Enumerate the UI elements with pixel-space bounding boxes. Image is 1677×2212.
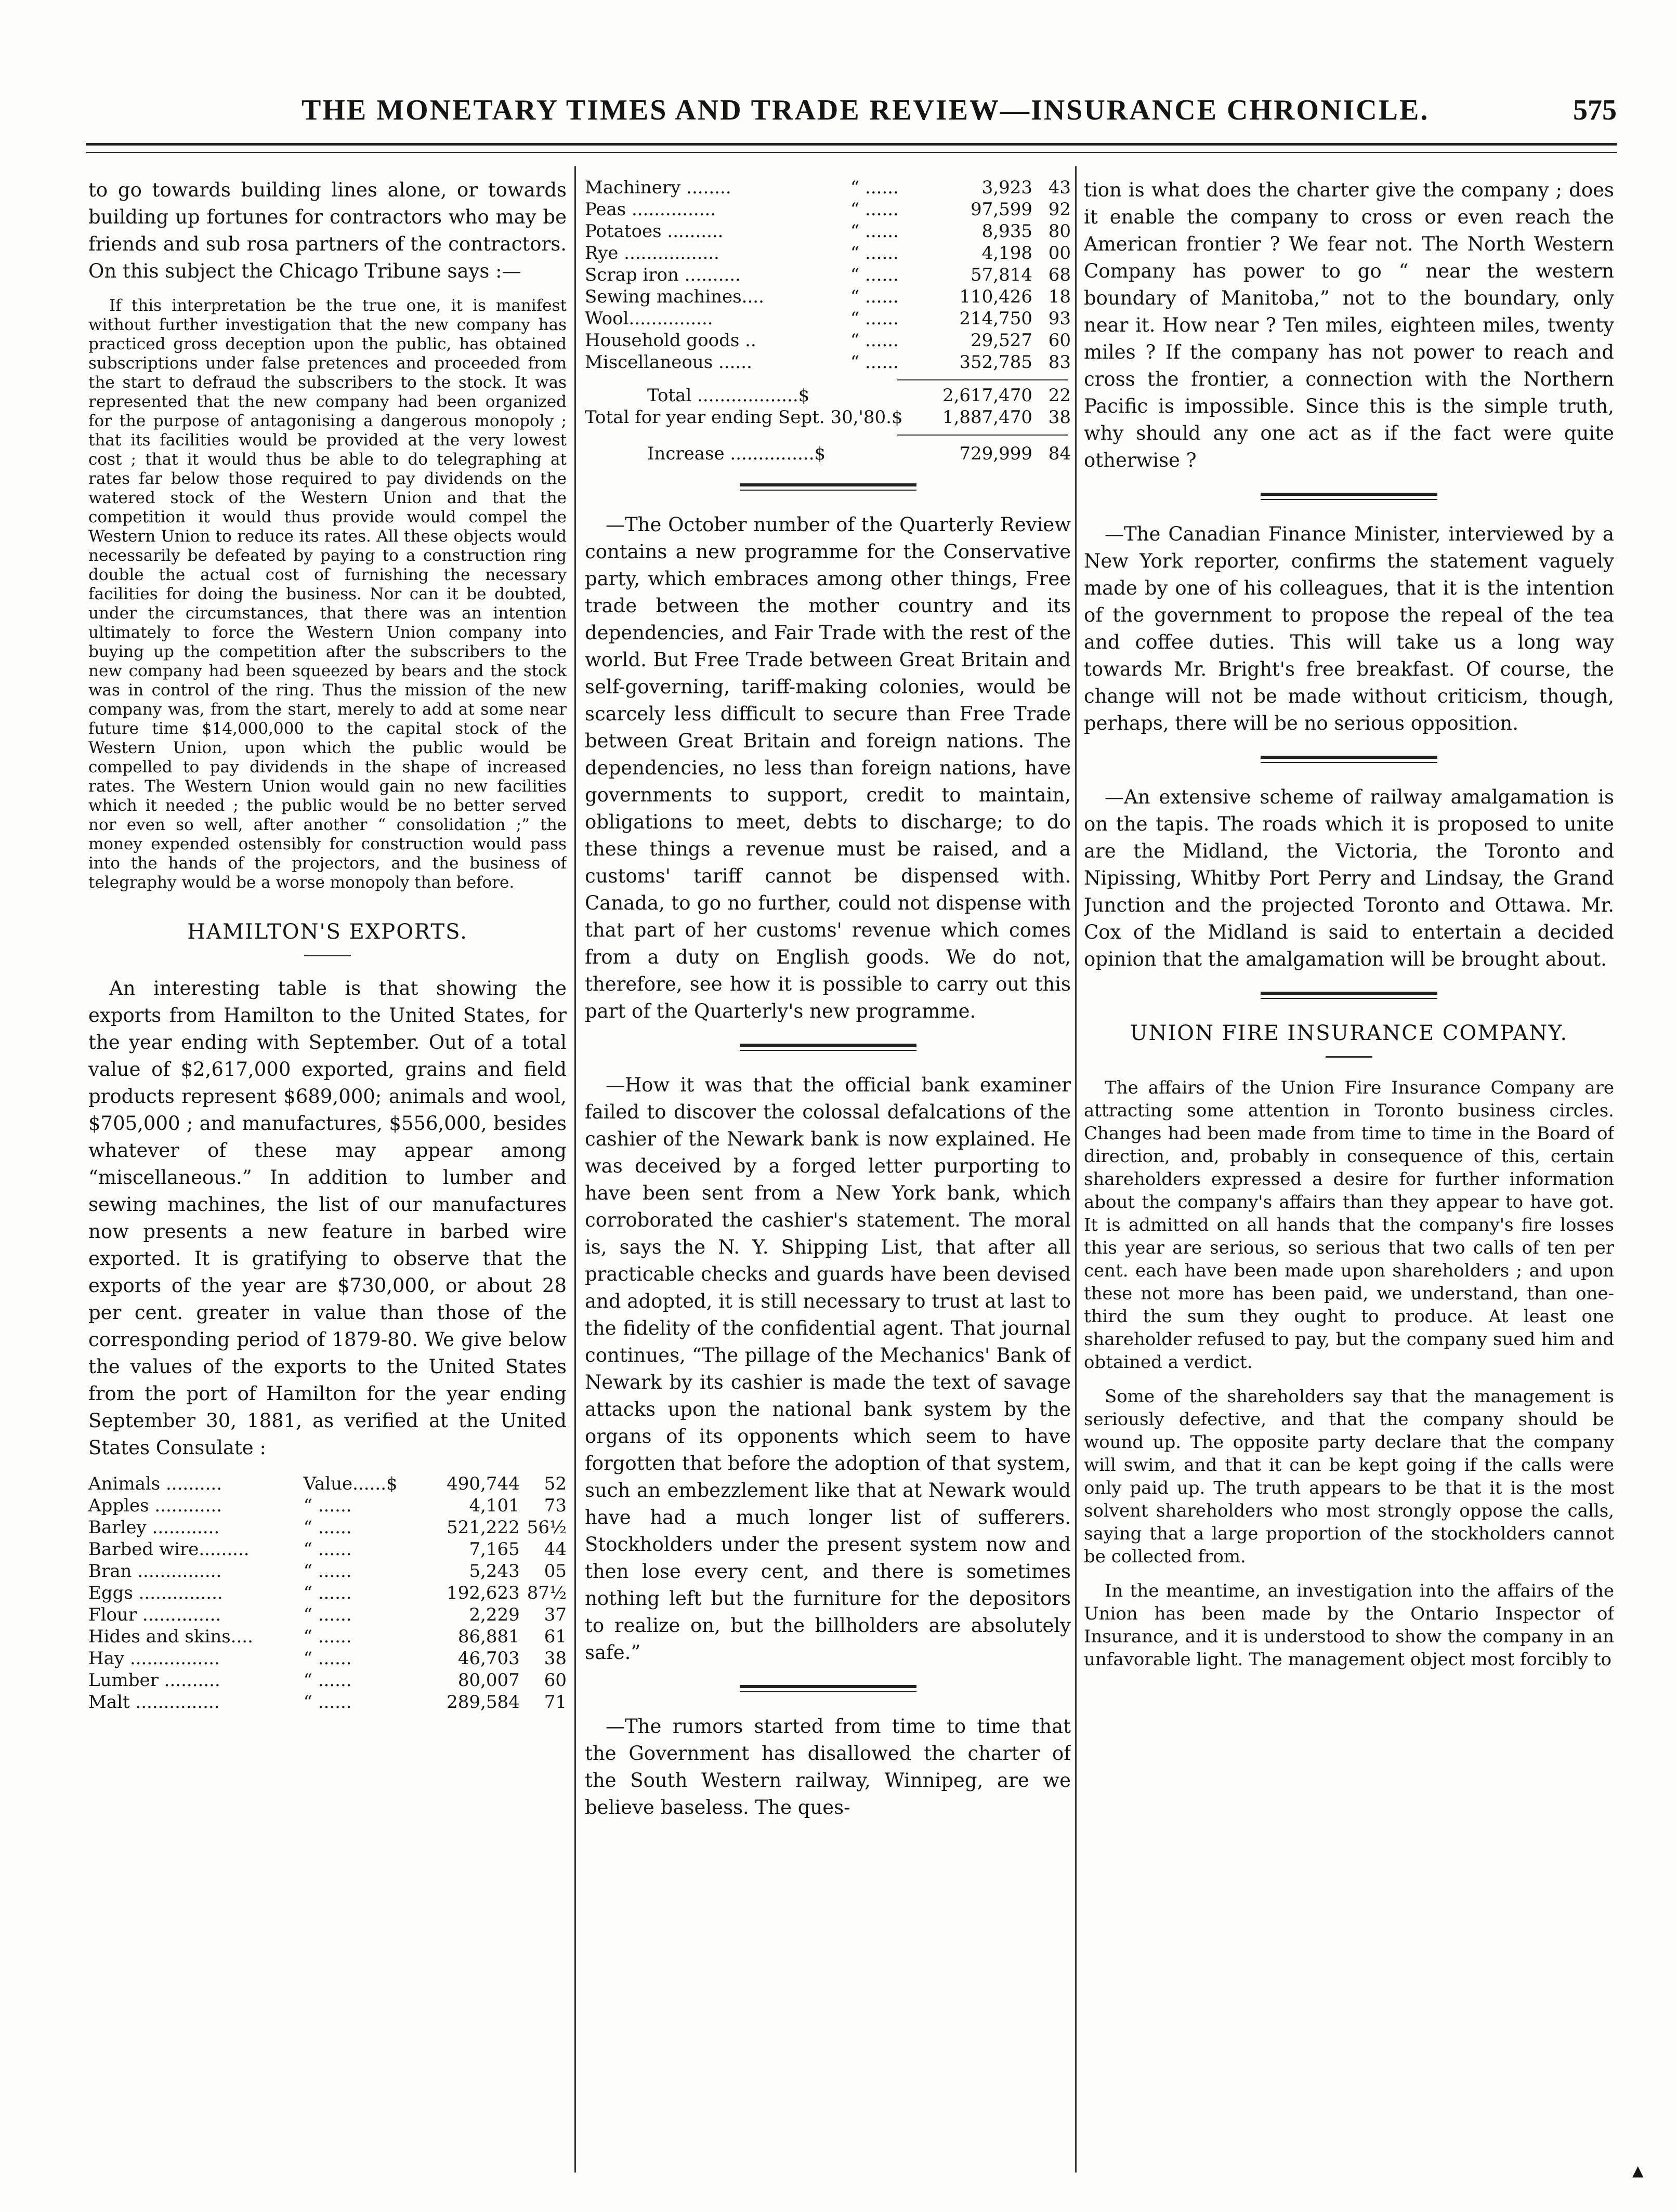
export-amount: 192,623 — [447, 1583, 520, 1603]
export-item: Barbed wire......... — [88, 1539, 250, 1560]
export-item: Miscellaneous ...... — [585, 352, 752, 373]
export-cents: 52 — [544, 1473, 567, 1494]
quarterly-review-para: —The October number of the Quarterly Review contains a new programme for the Conservative party, which embraces among other things, Free trade between the mother country and its dependencies, and Fair Trade with the rest of the world. But Free Trade between Great Britain and self-governing, tariff-making colonies, would be scarcely less difficult to secure than Free Trade between Great Britain and foreign nations. The dependencies, no less than foreign nations, have governments to support, credit to maintain, obligations to meet, debts to discharge; to do these things a revenue must be raised, and a customs' tariff cannot be dispensed with. Canada, to go no further, could not dispense with that part of her customs' revenue which comes from a duty on English goods. We do not, therefore, see how it is possible to carry out this part of the Quarterly's new programme. — [585, 514, 1071, 1022]
separator-rule — [1261, 493, 1437, 500]
export-item: Hides and skins.... — [88, 1626, 253, 1647]
increase-amount: 729,999 — [959, 443, 1032, 464]
export-cents: 71 — [544, 1692, 567, 1713]
value-marker: “ ...... — [303, 1648, 352, 1669]
export-item: Malt ............... — [88, 1692, 220, 1713]
value-marker: “ ...... — [303, 1583, 352, 1603]
export-amount: 2,229 — [469, 1604, 520, 1625]
south-western-railway-para: —The rumors started from time to time that the Government has disallowed the charter of the South Western railway, Winnipeg, are we believe baseless. The ques- — [585, 1715, 1071, 1819]
page-number: 575 — [1573, 94, 1617, 126]
export-row — [88, 1604, 567, 1626]
export-amount: 46,703 — [457, 1648, 520, 1669]
export-amount: 4,101 — [469, 1495, 520, 1516]
separator-rule — [1261, 756, 1437, 763]
export-cents: 80 — [1048, 221, 1071, 242]
export-amount: 4,198 — [981, 243, 1032, 264]
value-marker: “ ...... — [303, 1626, 352, 1647]
exports-totals — [585, 385, 1071, 428]
export-item: Machinery ........ — [585, 177, 731, 198]
export-cents: 61 — [544, 1626, 567, 1647]
export-row — [585, 220, 1071, 242]
export-item: Wool............... — [585, 308, 713, 329]
increase-row — [585, 443, 1071, 465]
value-marker: “ ...... — [303, 1495, 352, 1516]
value-marker: “ ...... — [850, 330, 899, 351]
finance-minister-para: —The Canadian Finance Minister, interviewed by a New York reporter, confirms the statement vaguely made by one of his colleagues, that it is the intention of the government to propose the repeal of the tea and coffee duties. This will take us a long way towards Mr. Bright's free breakfast. Of course, the change will not be made without criticism, though, perhaps, there will be no serious opposition. — [1084, 523, 1614, 734]
value-marker: “ ...... — [303, 1539, 352, 1560]
publication-title: THE MONETARY TIMES AND TRADE REVIEW—INSURANCE CHRONICLE. — [302, 94, 1430, 126]
export-row — [585, 351, 1071, 373]
column-2 — [585, 177, 1071, 2167]
total-cents: 22 — [1048, 385, 1071, 406]
value-marker: “ ...... — [850, 177, 899, 198]
separator-rule — [740, 483, 916, 491]
separator-rule — [740, 1685, 916, 1692]
column-divider-2 — [1075, 166, 1077, 2172]
export-row — [88, 1669, 567, 1691]
export-row — [88, 1495, 567, 1517]
value-marker: “ ...... — [850, 199, 899, 220]
export-amount: 521,222 — [447, 1517, 520, 1538]
export-item: Flour .............. — [88, 1604, 221, 1625]
export-item: Bran ............... — [88, 1561, 222, 1582]
export-row — [585, 330, 1071, 351]
export-cents: 83 — [1048, 352, 1071, 373]
export-row — [585, 242, 1071, 264]
export-cents: 44 — [544, 1539, 567, 1560]
export-row — [88, 1538, 567, 1560]
export-row — [585, 264, 1071, 286]
export-amount: 86,881 — [457, 1626, 520, 1647]
increase-rule — [897, 434, 1068, 436]
export-item: Rye ................. — [585, 243, 719, 264]
export-cents: 93 — [1048, 308, 1071, 329]
export-cents: 38 — [544, 1648, 567, 1669]
export-row — [88, 1582, 567, 1604]
export-cents: 87½ — [527, 1583, 567, 1603]
exports-table-part1 — [88, 1473, 567, 1713]
increase-table — [585, 443, 1071, 465]
export-amount: 97,599 — [971, 199, 1032, 220]
export-cents: 43 — [1048, 177, 1071, 198]
export-amount: 3,923 — [981, 177, 1032, 198]
union-fire-para-3: In the meantime, an investigation into the affairs of the Union has been made by the Ontario Inspector of Insurance, and it is understood to show the company in an unfavorable light. The management object most forcibly to — [1084, 1581, 1614, 1670]
export-item: Peas ............... — [585, 199, 716, 220]
export-amount: 80,007 — [457, 1670, 520, 1691]
export-row — [585, 308, 1071, 330]
export-row — [585, 177, 1071, 199]
value-marker: “ ...... — [303, 1692, 352, 1713]
total-rule — [897, 379, 1068, 380]
export-cents: 68 — [1048, 265, 1071, 285]
export-amount: 352,785 — [959, 352, 1032, 373]
value-marker: “ ...... — [850, 308, 899, 329]
export-item: Potatoes .......... — [585, 221, 724, 242]
header-rule-top — [86, 143, 1617, 146]
export-item: Lumber .......... — [88, 1670, 220, 1691]
export-cents: 00 — [1048, 243, 1071, 264]
export-row — [88, 1648, 567, 1669]
export-cents: 37 — [544, 1604, 567, 1625]
value-marker: “ ...... — [850, 286, 899, 307]
export-item: Eggs ............... — [88, 1583, 223, 1603]
separator-rule — [740, 1044, 916, 1051]
value-marker: “ ...... — [303, 1670, 352, 1691]
newark-bank-para: —How it was that the official bank examiner failed to discover the colossal defalcations of the cashier of the Newark bank is now explained. He was deceived by a forged letter purporting to have been sent from a New York bank, which corroborated the cashier's statement. The moral is, says the N. Y. Shipping List, that after all practicable checks and guards have been devised and adopted, it is still necessary to trust at last to the fidelity of the confidential agent. That journal continues, “The pillage of the Mechanics' Bank of Newark by its cashier is made the text of savage attacks upon the national bank system by the organs of its opponents which seem to have forgotten that before the adoption of that system, such an embezzlement like that at Newark would have had a much longer list of sufferers. Stockholders under the present system now and then lose every cent, and there is sometimes nothing left but the furniture for the depositors to realize on, but the billholders are absolutely safe.” — [585, 1074, 1071, 1664]
export-amount: 214,750 — [959, 308, 1032, 329]
value-marker: “ ...... — [850, 243, 899, 264]
export-amount: 5,243 — [469, 1561, 520, 1582]
export-cents: 18 — [1048, 286, 1071, 307]
footer-mark: ▲ — [1632, 2162, 1644, 2179]
railway-amalgamation-para: —An extensive scheme of railway amalgamation is on the tapis. The roads which it is proposed to unite are the Midland, the Victoria, the Toronto and Nipissing, Whitby Port Perry and Lindsay, the Grand Junction and the projected Toronto and Ottawa. Mr. Cox of the Midland is said to entertain a decided opinion that the amalgamation will be brought about. — [1084, 786, 1614, 970]
prev-total-cents: 38 — [1048, 407, 1071, 428]
export-row — [585, 199, 1071, 220]
export-item: Sewing machines.... — [585, 286, 764, 307]
export-amount: 490,744 — [447, 1473, 520, 1494]
section-title-union-fire: UNION FIRE INSURANCE COMPANY. — [1130, 1021, 1568, 1045]
total-amount: 2,617,470 — [942, 385, 1032, 406]
value-marker: “ ...... — [850, 221, 899, 242]
tribune-quote: If this interpretation be the true one, it is manifest without further investigation that the new company has practiced gross deception upon the public, has obtained subscriptions under false pretences and proceeded from the start to defraud the subscribers to the stock. It was represented that the new company had been organized for the purpose of antagonising a dangerous monopoly ; that its facilities would be provided at the very lowest cost ; that it would thus be able to do telegraphing at rates far below those required to pay dividends on the watered stock of the Western Union and that the competition it would thus provide would compel the Western Union to reduce its rates. All these objects would necessarily be defeated by paying to a construction ring double the actual cost of furnishing the necessary facilities for doing the business. Nor can it be doubted, under the circumstances, that there was an intention ultimately to force the Western Union company into buying up the competition after the subscribers to the new company had been squeezed by bears and the stock was in control of the ring. Thus the mission of the new company was, from the start, merely to add at some near future time $14,000,000 to the capital stock of the Western Union, upon which the public would be compelled to pay dividends in the shape of increased rates. The Western Union would gain no new facilities which it needed ; the public would be no better served nor even so well, after another “ consolidation ;” the money expended ostensibly for construction would pass into the hands of the projectors, and the business of telegraphy would be a worse monopoly than before. — [88, 296, 567, 892]
export-item: Apples ............ — [88, 1495, 222, 1516]
export-cents: 73 — [544, 1495, 567, 1516]
export-item: Household goods .. — [585, 330, 756, 351]
value-marker: “ ...... — [850, 352, 899, 373]
hamilton-exports-body: An interesting table is that showing the exports from Hamilton to the United States, for the year ending with September. Out of a total value of $2,617,000 exported, grains and field products represent $689,000; animals and wool, $705,000 ; and manufactures, $556,000, besides whatever of these may appear among “miscellaneous.” In addition to lumber and sewing machines, the list of our manufactures now presents a new feature in barbed wire exported. It is gratifying to observe that the exports of the year are $730,000, or about 28 per cent. greater in value than those of the corresponding period of 1879-80. We give below the values of the exports to the United States from the port of Hamilton for the year ending September 30, 1881, as verified at the United States Consulate : — [88, 977, 567, 1459]
export-cents: 60 — [1048, 330, 1071, 351]
prev-total-label: Total for year ending Sept. 30,'80.$ — [585, 407, 903, 428]
union-fire-para-1: The affairs of the Union Fire Insurance Company are attracting some attention in Toronto business circles. Changes had been made from time to time in the Board of direction, and, probably in consequence of this, certain shareholders expressed a desire for further information about the company's affairs than they appear to have got. It is admitted on all hands that the company's fire losses this year are serious, so serious that two calls of ten per cent. each have been made upon shareholders ; and upon these not more has been paid, we understand, than one-third the sum they ought to produce. At least one shareholder refused to pay, but the company sued him and obtained a verdict. — [1084, 1077, 1614, 1373]
value-marker: “ ...... — [303, 1561, 352, 1582]
export-amount: 29,527 — [971, 330, 1032, 351]
export-row — [585, 286, 1071, 308]
article-intro: to go towards building lines alone, or towards building up fortunes for contractors who may be friends and sub rosa partners of the contractors. On this subject the Chicago Tribune says :— — [88, 179, 567, 282]
prev-total-amount: 1,887,470 — [942, 407, 1032, 428]
export-amount: 110,426 — [959, 286, 1032, 307]
column-3 — [1084, 177, 1614, 2167]
title-rule — [1326, 1056, 1372, 1058]
export-row — [88, 1473, 567, 1495]
export-row — [88, 1691, 567, 1713]
value-marker: Value......$ — [303, 1473, 398, 1494]
title-rule — [304, 955, 351, 956]
union-fire-para-2: Some of the shareholders say that the management is seriously defective, and that the company should be wound up. The opposite party declare that the company will swim, and that it can be kept going if the calls were only paid up. The truth appears to be that it is the most solvent shareholders who most strongly oppose the calls, saying that a large proportion of the stockholders cannot be collected from. — [1084, 1386, 1614, 1567]
value-marker: “ ...... — [850, 265, 899, 285]
total-row — [585, 385, 1071, 406]
export-cents: 92 — [1048, 199, 1071, 220]
export-row — [88, 1626, 567, 1648]
export-cents: 05 — [544, 1561, 567, 1582]
column-1 — [88, 177, 567, 2167]
section-title-hamilton-exports: HAMILTON'S EXPORTS. — [187, 920, 468, 944]
increase-cents: 84 — [1048, 443, 1071, 464]
export-amount: 57,814 — [971, 265, 1032, 285]
value-marker: “ ...... — [303, 1517, 352, 1538]
export-row — [88, 1517, 567, 1538]
exports-table-part2 — [585, 177, 1071, 373]
export-item: Hay ................ — [88, 1648, 220, 1669]
increase-label: Increase ...............$ — [647, 443, 826, 464]
export-cents: 60 — [544, 1670, 567, 1691]
separator-rule — [1261, 992, 1437, 999]
export-item: Animals .......... — [88, 1473, 222, 1494]
export-amount: 7,165 — [469, 1539, 520, 1560]
total-label: Total ..................$ — [647, 385, 810, 406]
charter-continuation-para: tion is what does the charter give the company ; does it enable the company to cross or even reach the American frontier ? We fear not. The North Western Company has power to go “ near the western boundary of Manitoba,” not to the boundary, only near it. How near ? Ten miles, eighteen miles, twenty miles ? If the company has not power to reach and cross the frontier, a connection with the Northern Pacific is impossible. Since this is the simple truth, why should any one act as if the fact were quite otherwise ? — [1084, 179, 1614, 471]
page-header — [83, 78, 1617, 130]
header-rule-bottom — [86, 152, 1617, 153]
export-item: Scrap iron .......... — [585, 265, 741, 285]
export-amount: 289,584 — [447, 1692, 520, 1713]
value-marker: “ ...... — [303, 1604, 352, 1625]
column-divider-1 — [574, 166, 576, 2172]
export-cents: 56½ — [527, 1517, 567, 1538]
export-item: Barley ............ — [88, 1517, 220, 1538]
export-row — [88, 1560, 567, 1582]
prev-total-row — [585, 406, 1071, 428]
export-amount: 8,935 — [981, 221, 1032, 242]
